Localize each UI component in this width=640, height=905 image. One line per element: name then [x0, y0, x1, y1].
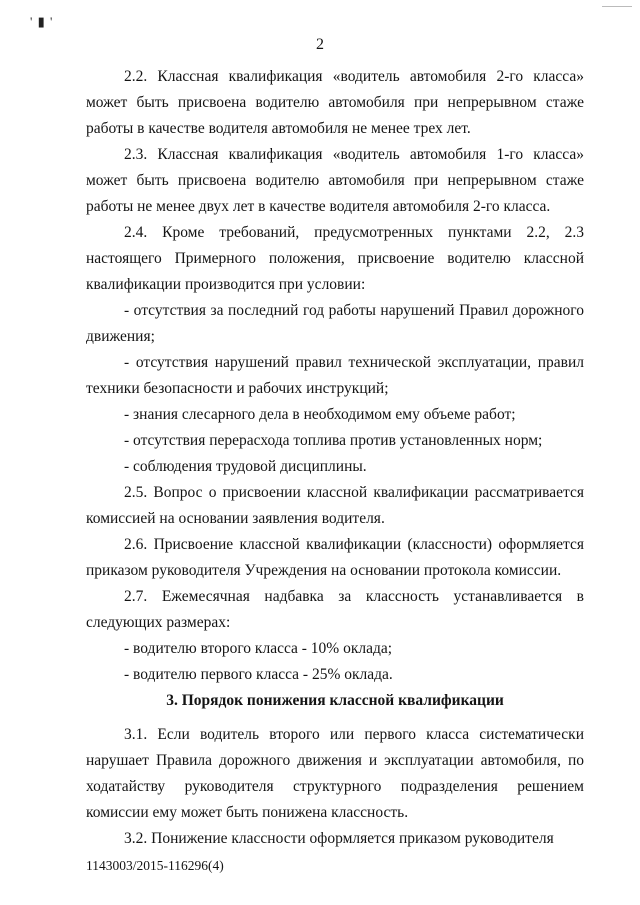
paragraph-2-7: 2.7. Ежемесячная надбавка за классность устанавливается в следующих размерах: — [86, 588, 584, 631]
rate-item: - водителю второго класса - 10% оклада; — [124, 640, 393, 657]
paragraph-2-2: 2.2. Классная квалификация «водитель автомобиля 2-го класса» может быть присвоена водителю автомобиля при непрерывном стаже работы в качестве водителя автомобиля не менее трех лет. — [86, 68, 584, 137]
condition-item: - знания слесарного дела в необходимом ему объеме работ; — [124, 406, 516, 423]
paragraph-2-6: 2.6. Присвоение классной квалификации (классности) оформляется приказом руководителя Учреждения на основании протокола комиссии. — [86, 536, 584, 579]
paragraph-2-5: 2.5. Вопрос о присвоении классной квалификации рассматривается комиссией на основании заявления водителя. — [86, 484, 584, 527]
paragraph-3-1: 3.1. Если водитель второго или первого класса систематически нарушает Правила дорожного движения и эксплуатации автомобиля, по ходатайству руководителя структурного подразделения решением комиссии ему может быть понижена классность. — [86, 726, 584, 821]
scan-mark: ' ▮ ' — [30, 14, 54, 29]
rate-item: - водителю первого класса - 25% оклада. — [124, 666, 393, 683]
paragraph-2-4: 2.4. Кроме требований, предусмотренных пунктами 2.2, 2.3 настоящего Примерного положения, присвоение водителю классной квалификации производится при условии: — [86, 224, 584, 293]
paragraph-2-3: 2.3. Классная квалификация «водитель автомобиля 1-го класса» может быть присвоена водителю автомобиля при непрерывном стаже работы не менее двух лет в качестве водителя автомобиля 2-го класса. — [86, 146, 584, 215]
scan-edge-line — [602, 6, 632, 7]
page-number: 2 — [316, 36, 324, 53]
document-number: 1143003/2015-116296(4) — [86, 858, 224, 873]
condition-item: - отсутствия за последний год работы нарушений Правил дорожного движения; — [86, 302, 584, 345]
condition-item: - соблюдения трудовой дисциплины. — [124, 458, 367, 475]
condition-item: - отсутствия перерасхода топлива против установленных норм; — [124, 432, 543, 449]
section-3-heading: 3. Порядок понижения классной квалификации — [166, 692, 504, 709]
paragraph-3-2: 3.2. Понижение классности оформляется приказом руководителя — [124, 830, 554, 847]
condition-item: - отсутствия нарушений правил технической эксплуатации, правил техники безопасности и рабочих инструкций; — [86, 354, 584, 397]
